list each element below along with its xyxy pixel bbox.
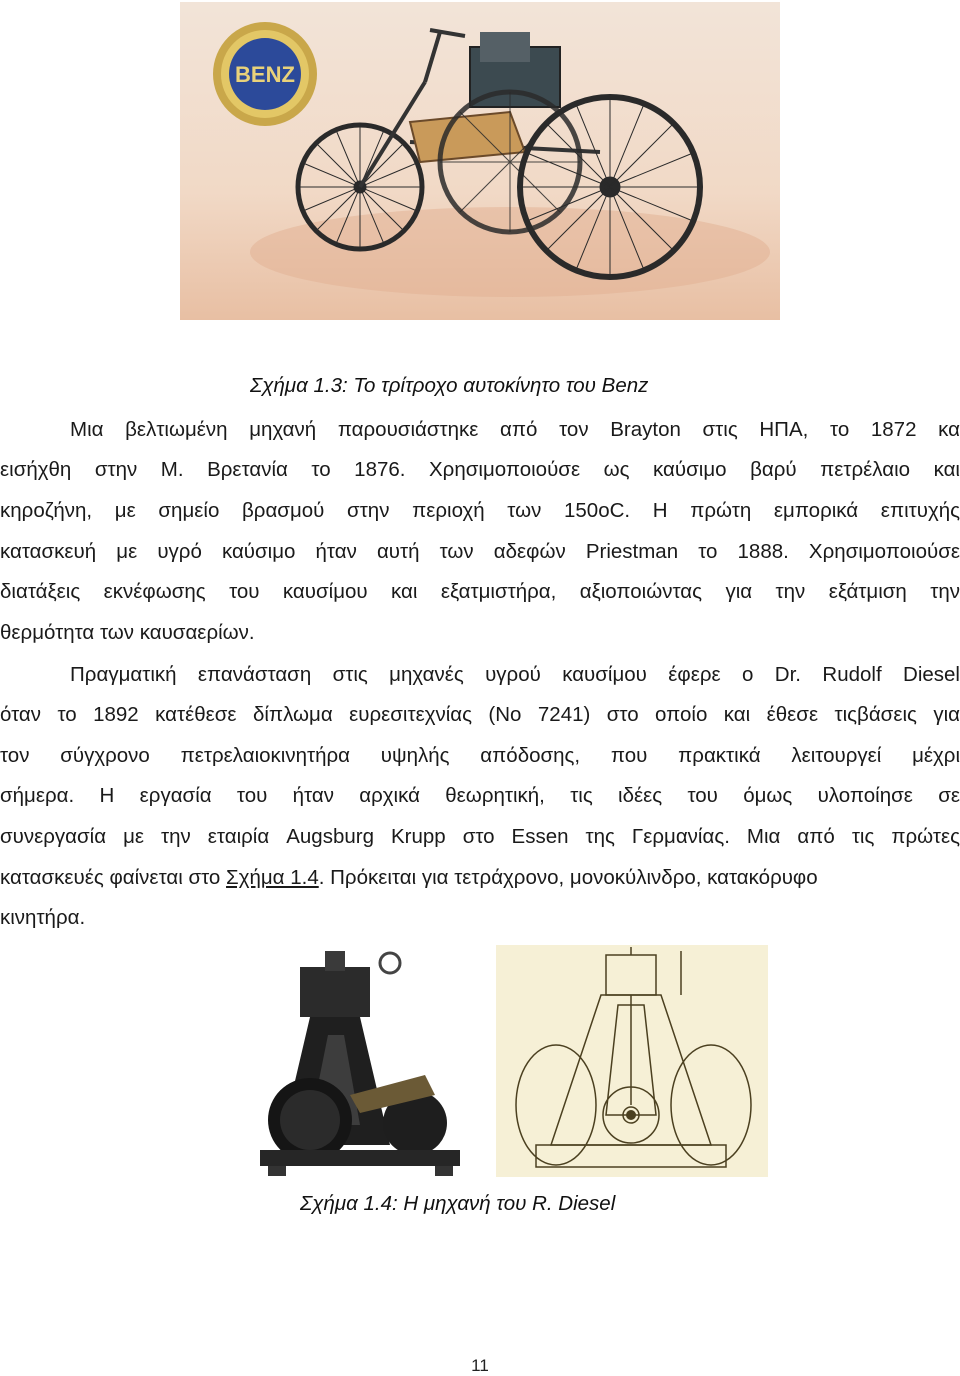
paragraph-1-line-3: κηροζήνη, με σημείο βρασμού στην περιοχή των 150oC. Η πρώτη εμπορικά επιτυχής [0, 499, 960, 522]
paragraph-2-line-7: κινητήρα. [0, 906, 86, 929]
paragraph-2-line-6 [0, 866, 960, 890]
paragraph-2-line-2: όταν το 1892 κατέθεσε δίπλωμα ευρεσιτεχνίας (Νο 7241) στο οποίο και έθεσε τιςβάσεις για [0, 703, 960, 726]
paragraph-1-line-6: θερμότητα των καυσαερίων. [0, 621, 255, 644]
paragraph-1-line-1: Μια βελτιωμένη μηχανή παρουσιάστηκε από τον Brayton στις ΗΠΑ, το 1872 κα [70, 418, 960, 441]
paragraph-2-line-3: τον σύγχρονο πετρελαιοκινητήρα υψηλής απόδοσης, που πρακτικά λειτουργεί μέχρι [0, 744, 960, 767]
svg-text:BENZ: BENZ [235, 62, 295, 87]
page-number: 11 [471, 1356, 489, 1375]
diesel-engine-drawing [496, 945, 768, 1177]
diesel-engine-photo [240, 945, 484, 1177]
figure-1-4-caption: Σχήμα 1.4: Η μηχανή του R. Diesel [300, 1192, 616, 1215]
paragraph-2-line-5: συνεργασία με την εταιρία Augsburg Krupp στο Essen της Γερμανίας. Μια από τις πρώτες [0, 825, 960, 848]
line-text: κατασκευές φαίνεται στο [0, 866, 227, 889]
paragraph-2-line-4: σήμερα. Η εργασία του ήταν αρχικά θεωρητική, τις ιδέες του όμως υλοποίησε σε [0, 784, 960, 807]
paragraph-1-line-4: κατασκευή με υγρό καύσιμο ήταν αυτή των αδεφών Priestman το 1888. Χρησιμοποιούσε [0, 540, 960, 563]
paragraph-2-line-1: Πραγματική επανάσταση στις μηχανές υγρού καυσίμου έφερε ο Dr. Rudolf Diesel [70, 663, 960, 686]
paragraph-1-line-2: εισήχθη στην Μ. Βρετανία το 1876. Χρησιμοποιούσε ως καύσιμο βαρύ πετρέλαιο και [0, 458, 960, 481]
benz-tricycle-image [180, 2, 780, 320]
line-text: . Πρόκειται για τετράχρονο, μονοκύλινδρο, κατακόρυφο [318, 866, 818, 889]
figure-1-3-caption: Σχήμα 1.3: Το τρίτροχο αυτοκίνητο του Benz [250, 374, 649, 397]
figure-reference: Σχήμα 1.4 [226, 866, 319, 889]
paragraph-1-line-5: διατάξεις εκνέφωσης του καυσίμου και εξατμιστήρα, αξιοποιώντας για την εξάτμιση την [0, 580, 960, 603]
benz-logo [213, 22, 317, 126]
